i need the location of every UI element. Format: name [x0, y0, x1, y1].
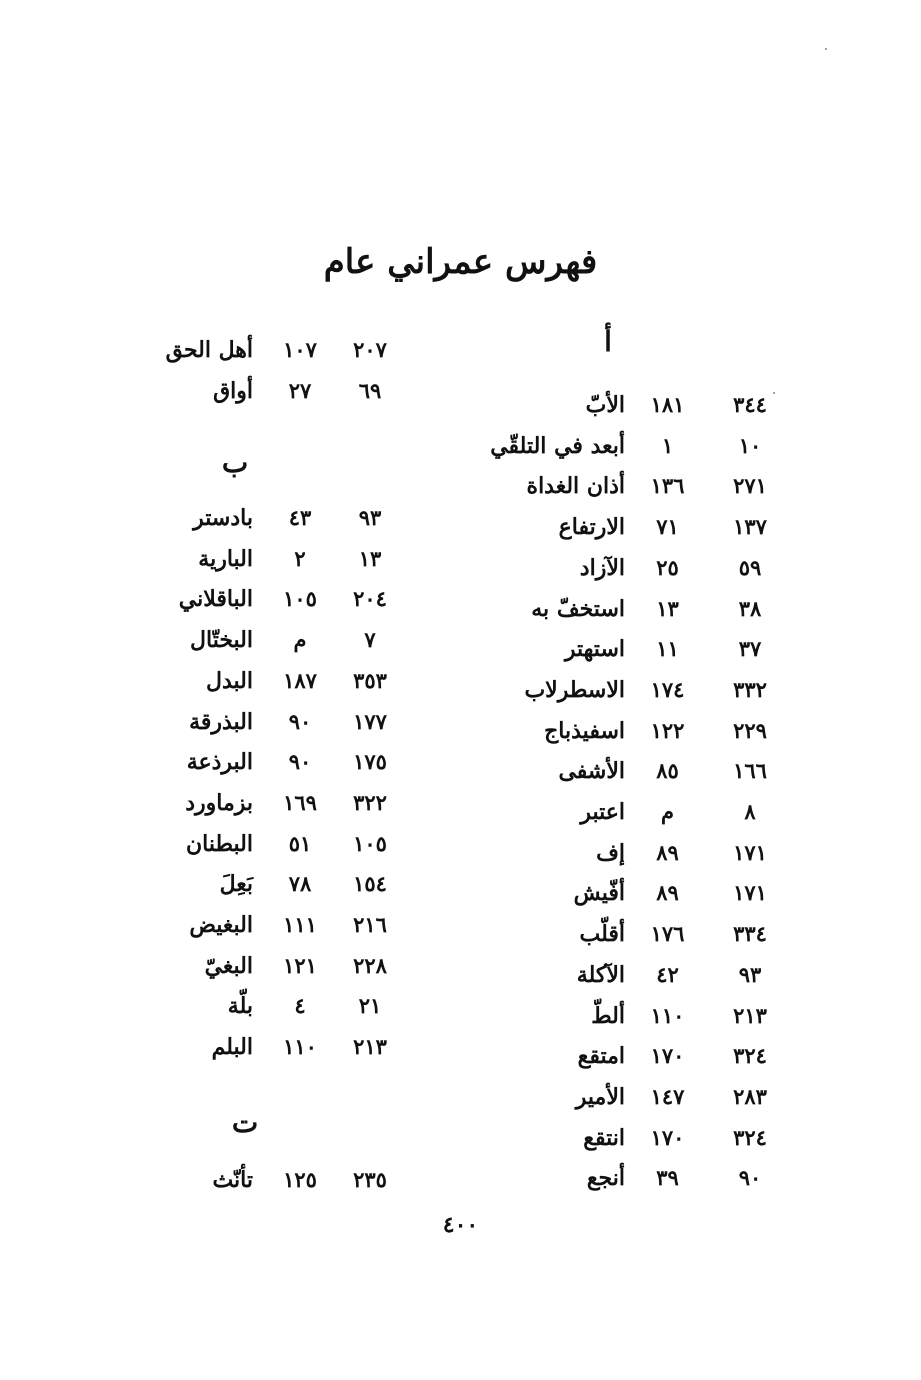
entry-page-ref: ٧١	[656, 514, 679, 540]
entry-page-ref: م	[293, 627, 307, 653]
index-entry	[0, 783, 921, 823]
entry-page-ref: ١١٠	[650, 1002, 685, 1028]
entry-page-ref: ١١	[656, 636, 679, 662]
section-letter: أ	[604, 325, 612, 358]
entry-term: البدل	[206, 667, 253, 694]
entry-term: الارتفاع	[558, 514, 625, 541]
entry-page-ref: ٧٨	[288, 871, 312, 897]
entry-page-ref: ٥٩	[738, 554, 762, 580]
entry-page-ref: ١٤٧	[650, 1083, 685, 1109]
entry-page-ref: ١٦٩	[283, 789, 317, 815]
entry-page-ref: ١٦٦	[733, 758, 767, 784]
entry-term: البطنان	[186, 830, 253, 857]
entry-term: البرذعة	[186, 749, 253, 776]
entry-term: إف	[596, 839, 625, 866]
entry-term: أفّيش	[573, 880, 625, 907]
entry-page-ref: ٨	[744, 799, 756, 824]
index-entry	[0, 946, 921, 986]
entry-page-ref: ١١١	[283, 912, 317, 937]
entry-term: البارية	[198, 545, 253, 572]
index-entry	[0, 1077, 921, 1117]
entry-page-ref: ٢٨٣	[733, 1083, 767, 1109]
entry-page-ref: ٩٣	[358, 505, 382, 530]
entry-page-ref: ٢٧١	[733, 473, 767, 499]
entry-page-ref: ٩٣	[738, 961, 762, 987]
entry-page-ref: ١٧٧	[353, 708, 387, 734]
entry-page-ref: ١٨٧	[283, 667, 317, 693]
entry-term: أقلّب	[579, 921, 625, 948]
entry-term: الأبّ	[585, 392, 625, 418]
entry-page-ref: ٢٣٥	[353, 1167, 387, 1192]
entry-page-ref: ٤٣	[288, 505, 312, 530]
section-letter: ت	[231, 1106, 259, 1139]
entry-term: الاسطرلاب	[524, 676, 625, 703]
entry-term: البلم	[211, 1034, 253, 1061]
entry-page-ref: ٢١٦	[353, 912, 387, 937]
entry-page-ref: ٩٠	[288, 749, 312, 775]
index-entry	[0, 371, 921, 411]
entry-term: اعتبر	[580, 799, 625, 825]
entry-page-ref: ٣٩	[656, 1165, 679, 1191]
entry-page-ref: ١٧٠	[650, 1043, 685, 1069]
entry-page-ref: ١٢٢	[650, 717, 685, 743]
entry-page-ref: ١٨١	[650, 392, 685, 417]
entry-term: بَعِلَ	[219, 871, 253, 898]
entry-term: البغيّ	[204, 952, 253, 979]
entry-page-ref: ٣٢٤	[733, 1043, 767, 1069]
entry-page-ref: ٢٠٧	[353, 337, 387, 362]
index-entry	[0, 498, 921, 538]
page-title: فهرس عمراني عام	[323, 242, 598, 282]
entry-page-ref: ٨٥	[656, 758, 679, 784]
entry-page-ref: ٢١٣	[353, 1034, 387, 1060]
entry-term: أبعد في التلقّي	[490, 432, 625, 459]
entry-term: أذان الغداة	[526, 473, 625, 500]
entry-page-ref: ٢٠٤	[353, 586, 387, 612]
entry-term: استهتر	[564, 636, 625, 663]
index-entry	[0, 742, 921, 782]
index-entry	[0, 824, 921, 864]
entry-term: ألطّ	[591, 1002, 625, 1029]
entry-page-ref: ١٥٤	[353, 871, 387, 897]
entry-page-ref: ٢١٣	[733, 1002, 767, 1028]
entry-page-ref: ٢٢٨	[353, 952, 387, 978]
index-entry	[0, 986, 921, 1026]
entry-page-ref: ٤	[294, 993, 306, 1019]
entry-term: الأمير	[575, 1083, 625, 1110]
entry-page-ref: ١٠	[738, 432, 762, 458]
entry-page-ref: ٨٩	[656, 880, 679, 906]
entry-page-ref: ١٧٥	[353, 749, 387, 775]
entry-term: انتقع	[583, 1124, 625, 1151]
entry-term: البختّال	[190, 627, 253, 654]
entry-term: امتقع	[577, 1043, 625, 1070]
entry-term: الآزاد	[579, 554, 625, 581]
entry-page-ref: ٣٤٤	[733, 392, 767, 417]
entry-term: أواق	[213, 377, 253, 404]
entry-page-ref: ١٠٥	[353, 830, 387, 856]
entry-page-ref: ٧	[364, 627, 376, 653]
entry-page-ref: ٩٠	[738, 1165, 762, 1191]
entry-page-ref: ١	[661, 432, 674, 458]
entry-page-ref: ٣٣٢	[733, 676, 767, 702]
index-entry	[0, 539, 921, 579]
entry-page-ref: ١٣	[358, 545, 382, 571]
index-entry	[0, 620, 921, 660]
entry-term: الأشفى	[558, 758, 625, 785]
entry-page-ref: ١٧٦	[650, 921, 685, 947]
page-number: ٤٠٠	[442, 1212, 479, 1238]
entry-term: استخفّ به	[531, 595, 625, 622]
entry-page-ref: ١٢١	[283, 952, 317, 978]
entry-term: الباقلاني	[178, 586, 253, 613]
entry-page-ref: ٣٥٣	[353, 667, 387, 693]
entry-page-ref: ٨٩	[656, 839, 679, 865]
entry-page-ref: ٣٨	[738, 595, 762, 621]
entry-page-ref: ١٢٥	[283, 1167, 317, 1192]
section-letter: ب	[221, 446, 249, 479]
index-entry	[0, 1160, 921, 1200]
index-entry	[0, 579, 921, 619]
entry-page-ref: ٥١	[288, 830, 312, 856]
entry-page-ref: ١١٠	[283, 1034, 317, 1060]
entry-page-ref: ٢٥	[656, 554, 679, 580]
index-entry	[0, 661, 921, 701]
entry-page-ref: ١٣	[656, 595, 679, 621]
index-entry	[0, 1027, 921, 1067]
entry-page-ref: ١٣٧	[733, 514, 767, 540]
entry-page-ref: ١٣٦	[650, 473, 685, 499]
index-entry	[0, 702, 921, 742]
index-entry	[0, 905, 921, 945]
entry-term: بزماورد	[185, 789, 253, 816]
scan-speck	[825, 48, 827, 50]
entry-page-ref: ٢٢٩	[733, 717, 767, 743]
scan-speck	[773, 392, 775, 394]
entry-page-ref: ١٠٧	[283, 337, 317, 362]
entry-term: بلّة	[227, 993, 253, 1020]
entry-page-ref: ١٧٠	[650, 1124, 685, 1150]
entry-term: البذرقة	[189, 708, 253, 735]
entry-page-ref: ٩٠	[288, 708, 312, 734]
entry-page-ref: ٢١	[358, 993, 382, 1019]
entry-page-ref: ١٠٥	[283, 586, 317, 612]
index-entry	[0, 864, 921, 904]
index-entry	[0, 426, 921, 466]
entry-term: تأنّث	[212, 1167, 253, 1193]
entry-term: بادستر	[193, 505, 253, 531]
entry-page-ref: ٢٧	[288, 377, 312, 403]
entry-page-ref: ٣٢٤	[733, 1124, 767, 1150]
index-entry	[0, 330, 921, 370]
entry-term: البغيض	[189, 912, 253, 938]
index-entry	[0, 1118, 921, 1158]
entry-page-ref: ١٧١	[733, 880, 767, 906]
entry-page-ref: ٤٢	[656, 961, 679, 987]
entry-term: اسفيذباج	[544, 717, 625, 744]
entry-page-ref: ١٧٤	[650, 676, 685, 702]
entry-page-ref: ٣٧	[738, 636, 762, 662]
entry-page-ref: ٣٣٤	[733, 921, 767, 947]
entry-page-ref: ٢	[294, 545, 306, 571]
entry-term: الآكلة	[576, 961, 625, 988]
entry-page-ref: م	[660, 799, 674, 824]
entry-page-ref: ١٧١	[733, 839, 767, 865]
entry-term: أنجع	[586, 1165, 625, 1192]
entry-page-ref: ٦٩	[358, 377, 382, 403]
entry-term: أهل الحق	[165, 337, 253, 363]
entry-page-ref: ٣٢٢	[353, 789, 387, 815]
